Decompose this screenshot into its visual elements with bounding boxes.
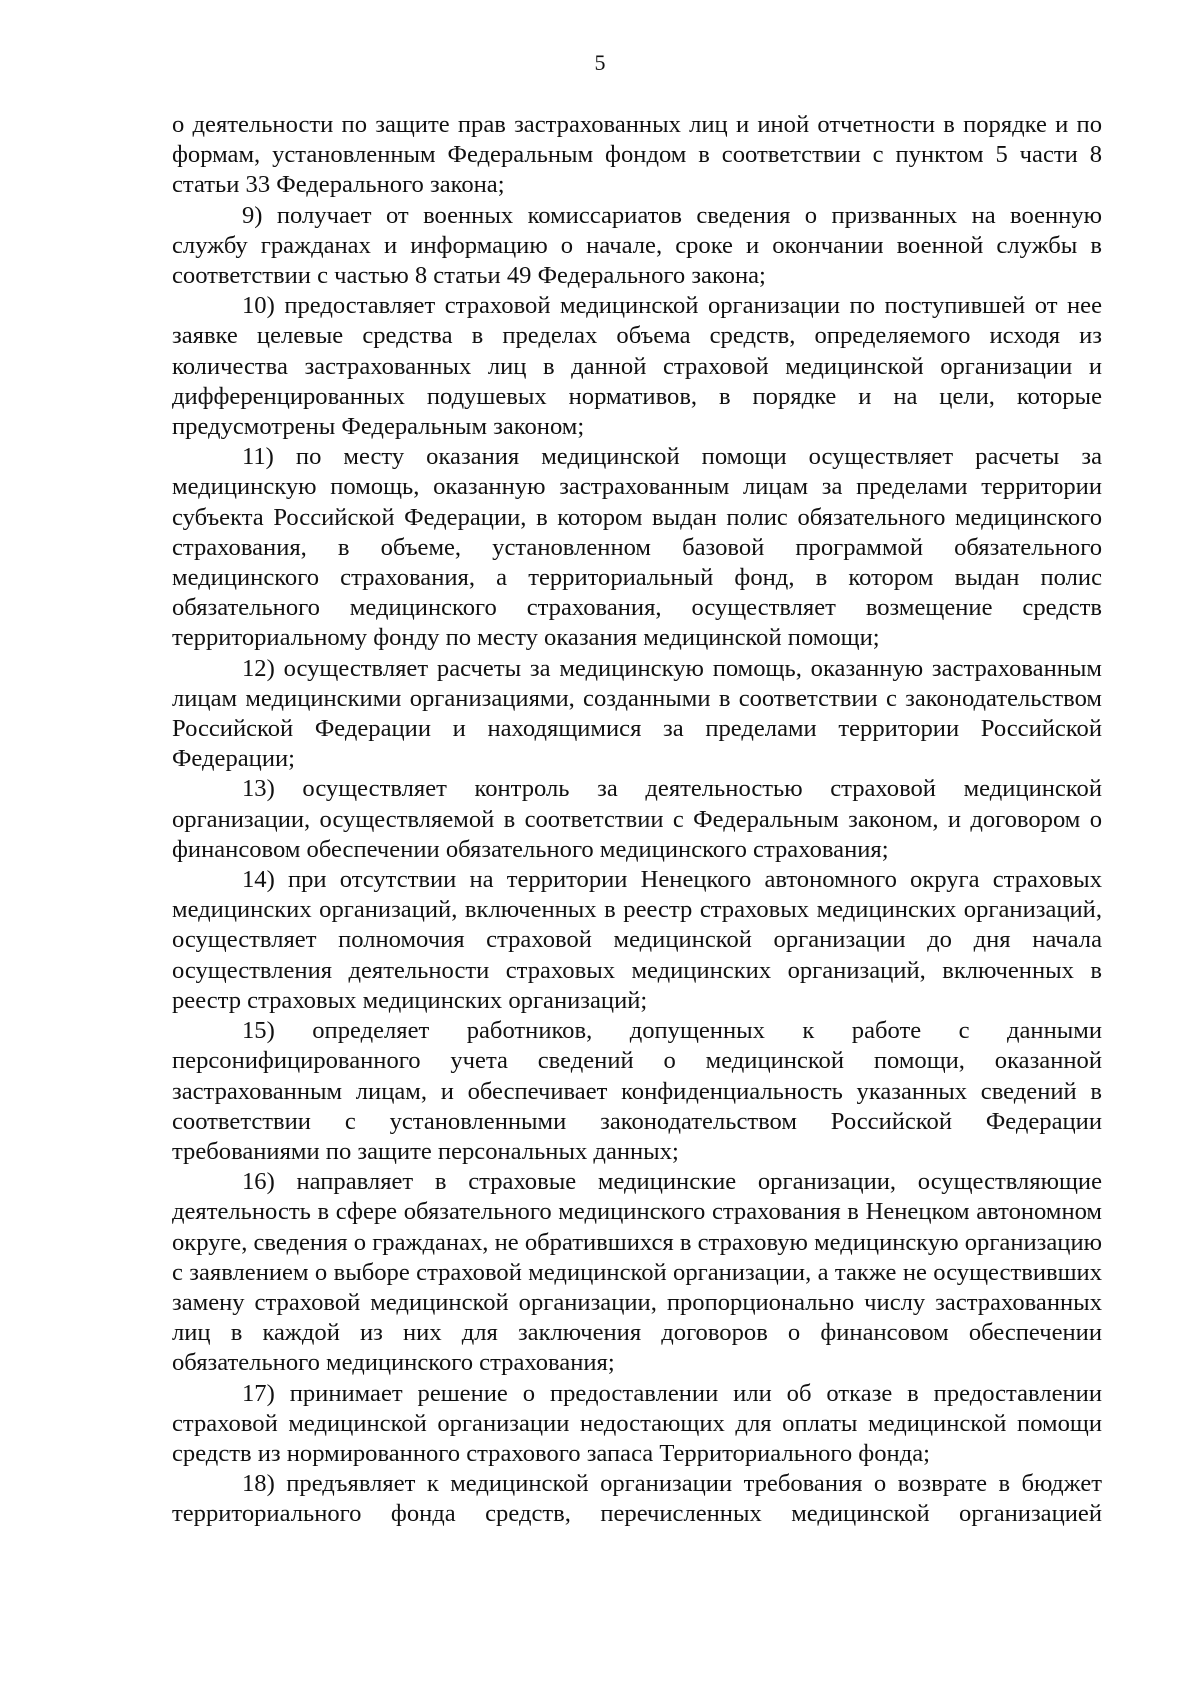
list-item-18: 18) предъявляет к медицинской организации требования о возврате в бюджет территориального фонда средств, перечисленных медицинской организацией [172, 1470, 1102, 1528]
document-body [172, 110, 1102, 1530]
list-item-11: 11) по месту оказания медицинской помощи осуществляет расчеты за медицинскую помощь, оказанную застрахованным лицам за пределами территории субъекта Российской Федерации, в котором выдан полис обязательного медицинского страхования, в объеме, установленном базовой программой обязательного медицинского страхования, а территориальный фонд, в котором выдан полис обязательного медицинского страхования, осуществляет возмещение средств территориальному фонду по месту оказания медицинской помощи; [172, 443, 1102, 652]
list-item-16: 16) направляет в страховые медицинские организации, осуществляющие деятельность в сфере обязательного медицинского страхования в Ненецком автономном округе, сведения о гражданах, не обратившихся в страховую медицинскую организацию с заявлением о выборе страховой медицинской организации, а также не осуществивших замену страховой медицинской организации, пропорционально числу застрахованных лиц в каждой из них для заключения договоров о финансовом обеспечении обязательного медицинского страхования; [172, 1168, 1102, 1377]
paragraph-continuation: о деятельности по защите прав застрахованных лиц и иной отчетности в порядке и по формам, установленным Федеральным фондом в соответствии с пунктом 5 части 8 статьи 33 Федерального закона; [172, 111, 1102, 199]
page-number: 5 [594, 50, 606, 75]
list-item-17: 17) принимает решение о предоставлении или об отказе в предоставлении страховой медицинской организации недостающих для оплаты медицинской помощи средств из нормированного страхового запаса Территориального фонда; [172, 1379, 1102, 1467]
list-item-14: 14) при отсутствии на территории Ненецкого автономного округа страховых медицинских организаций, включенных в реестр страховых медицинских организаций, осуществляет полномочия страховой медицинской организации до дня начала осуществления деятельности страховых медицинских организаций, включенных в реестр страховых медицинских организаций; [172, 866, 1102, 1014]
list-item-13: 13) осуществляет контроль за деятельностью страховой медицинской организации, осуществляемой в соответствии с Федеральным законом, и договором о финансовом обеспечении обязательного медицинского страхования; [172, 775, 1102, 863]
list-item-9: 9) получает от военных комиссариатов сведения о призванных на военную службу гражданах и информацию о начале, сроке и окончании военной службы в соответствии с частью 8 статьи 49 Федерального закона; [172, 201, 1102, 290]
list-item-15: 15) определяет работников, допущенных к работе с данными персонифицированного учета сведений о медицинской помощи, оказанной застрахованным лицам, и обеспечивает конфиденциальность указанных сведений в соответствии с установленными законодательством Российской Федерации требованиями по защите персональных данных; [172, 1017, 1102, 1165]
list-item-10: 10) предоставляет страховой медицинской организации по поступившей от нее заявке целевые средства в пределах объема средств, определяемого исходя из количества застрахованных лиц в данной страховой медицинской организации и дифференцированных подушевых нормативов, в порядке и на цели, которые предусмотрены Федеральным законом; [172, 292, 1102, 441]
list-item-12: 12) осуществляет расчеты за медицинскую помощь, оказанную застрахованным лицам медицинскими организациями, созданными в соответствии с законодательством Российской Федерации и находящимися за пределами территории Российской Федерации; [172, 654, 1102, 773]
